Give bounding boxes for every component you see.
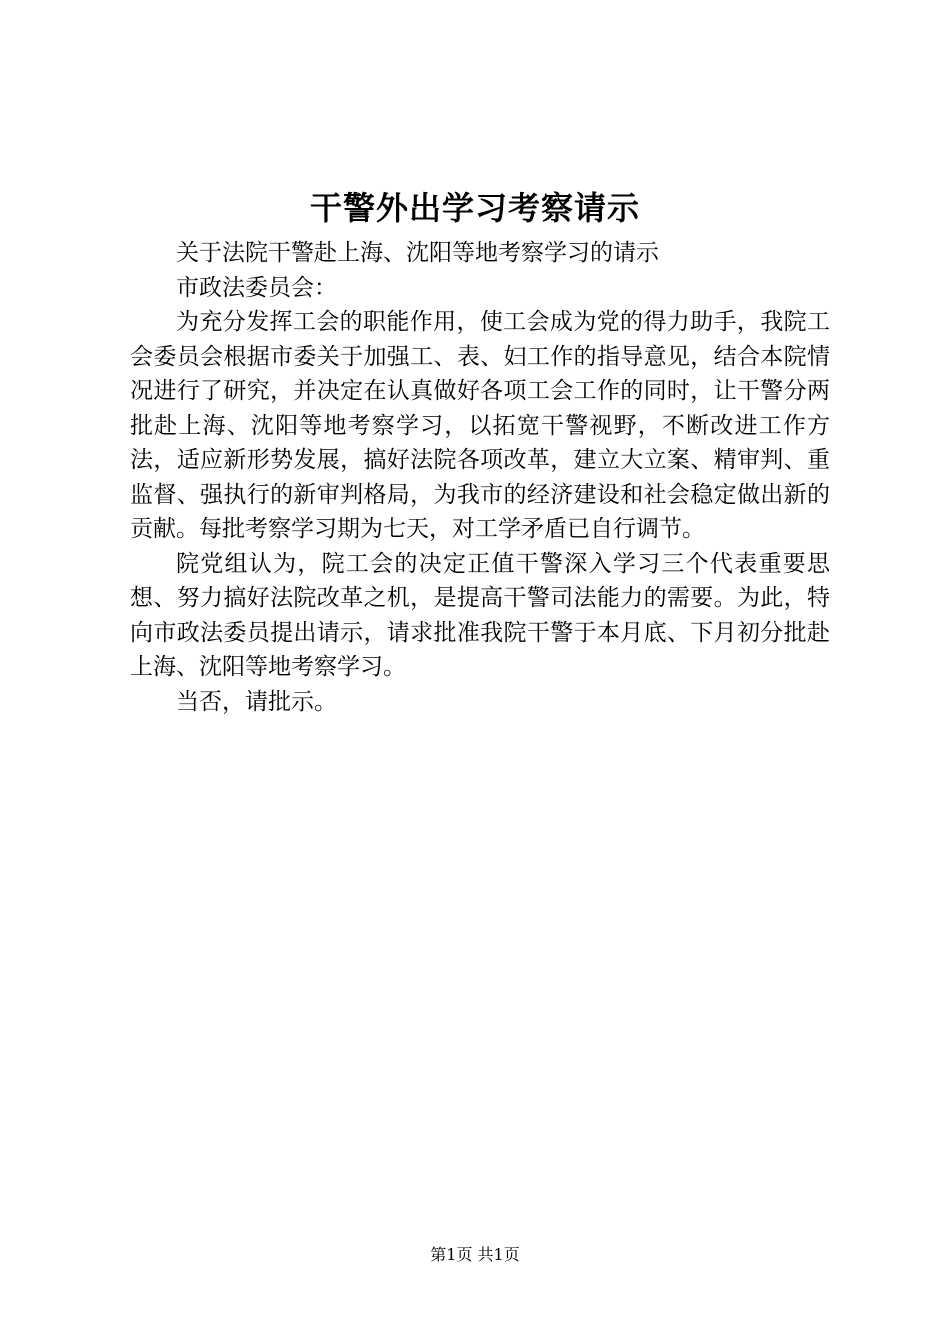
body-paragraph: 院党组认为，院工会的决定正值干警深入学习三个代表重要思想、努力搞好法院改革之机，是提高干警司法能力的需要。为此，特向市政法委员提出请示，请求批准我院干警于本月底、下月初分批赴上海、沈阳等地考察学习。 [130,550,830,680]
page-footer: 第1页 共1页 [430,1245,520,1264]
addressee-line: 市政法委员会： [176,274,337,301]
subject-line: 关于法院干警赴上海、沈阳等地考察学习的请示 [176,240,659,266]
body-paragraph: 为充分发挥工会的职能作用，使工会成为党的得力助手，我院工会委员会根据市委关于加强工、表、妇工作的指导意见，结合本院情况进行了研究，并决定在认真做好各项工会工作的同时，让干警分两批赴上海、沈阳等地考察学习，以拓宽干警视野，不断改进工作方法，适应新形势发展，搞好法院各项改革，建立大立案、精审判、重监督、强执行的新审判格局，为我市的经济建设和社会稳定做出新的贡献。每批考察学习期为七天，对工学矛盾已自行调节。 [130,309,830,542]
closing-line: 当否，请批示。 [176,688,337,715]
document-body [130,236,830,719]
document-title: 干警外出学习考察请示 [309,189,640,227]
